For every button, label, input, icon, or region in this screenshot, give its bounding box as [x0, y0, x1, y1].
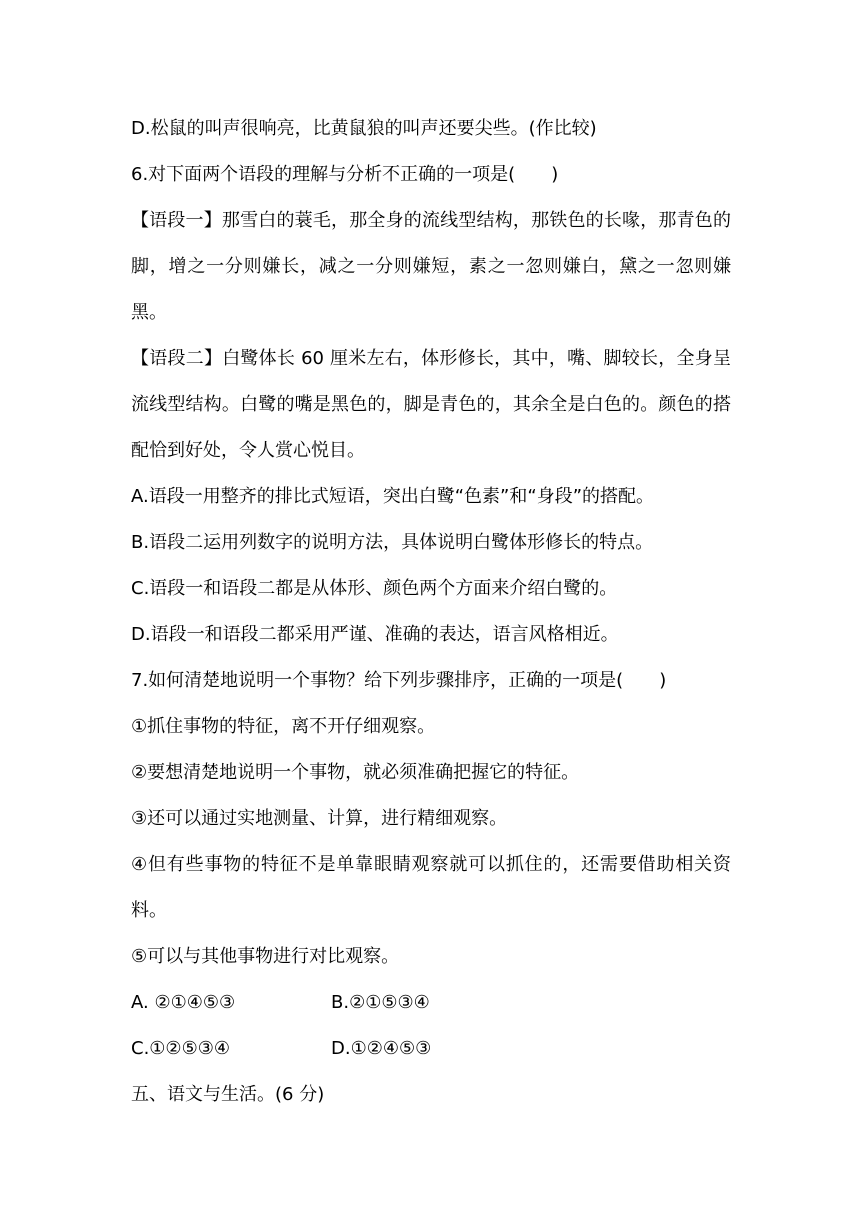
q7-step-2: ②要想清楚地说明一个事物，就必须准确把握它的特征。	[131, 762, 580, 783]
q7-option-d: D.①②④⑤③	[331, 1038, 432, 1059]
document-page	[131, 106, 731, 1118]
q7-step-1: ①抓住事物的特征，离不开仔细观察。	[131, 716, 436, 737]
q6-option-c: C.语段一和语段二都是从体形、颜色两个方面来介绍白鹭的。	[131, 578, 618, 599]
q6-paragraph-1: 【语段一】那雪白的蓑毛，那全身的流线型结构，那铁色的长喙，那青色的脚，增之一分则嫌长，减之一分则嫌短，素之一忽则嫌白，黛之一忽则嫌黑。	[131, 210, 731, 323]
q5-option-d: D.松鼠的叫声很响亮，比黄鼠狼的叫声还要尖些。(作比较)	[131, 118, 597, 139]
q6-option-d: D.语段一和语段二都采用严谨、准确的表达，语言风格相近。	[131, 624, 619, 645]
q7-option-c: C.①②⑤③④	[131, 1038, 230, 1059]
q7-step-3: ③还可以通过实地测量、计算，进行精细观察。	[131, 808, 508, 829]
q7-step-4: ④但有些事物的特征不是单靠眼睛观察就可以抓住的，还需要借助相关资料。	[131, 854, 731, 921]
q6-option-b: B.语段二运用列数字的说明方法，具体说明白鹭体形修长的特点。	[131, 532, 654, 553]
q7-option-a: A. ②①④⑤③	[131, 992, 236, 1013]
q7-options-row-1	[131, 980, 731, 1026]
q6-stem: 6.对下面两个语段的理解与分析不正确的一项是( )	[131, 164, 559, 185]
section-5-heading: 五、语文与生活。(6 分)	[131, 1084, 325, 1105]
q6-paragraph-2: 【语段二】白鹭体长 60 厘米左右，体形修长，其中，嘴、脚较长，全身呈流线型结构。白鹭的嘴是黑色的，脚是青色的，其余全是白色的。颜色的搭配恰到好处，令人赏心悦目。	[131, 348, 731, 461]
q6-option-a: A.语段一用整齐的排比式短语，突出白鹭“色素”和“身段”的搭配。	[131, 486, 655, 507]
q7-step-5: ⑤可以与其他事物进行对比观察。	[131, 946, 400, 967]
q7-stem: 7.如何清楚地说明一个事物？给下列步骤排序，正确的一项是( )	[131, 670, 667, 691]
q7-option-b: B.②①⑤③④	[331, 992, 430, 1013]
q7-options-row-2	[131, 1026, 731, 1072]
